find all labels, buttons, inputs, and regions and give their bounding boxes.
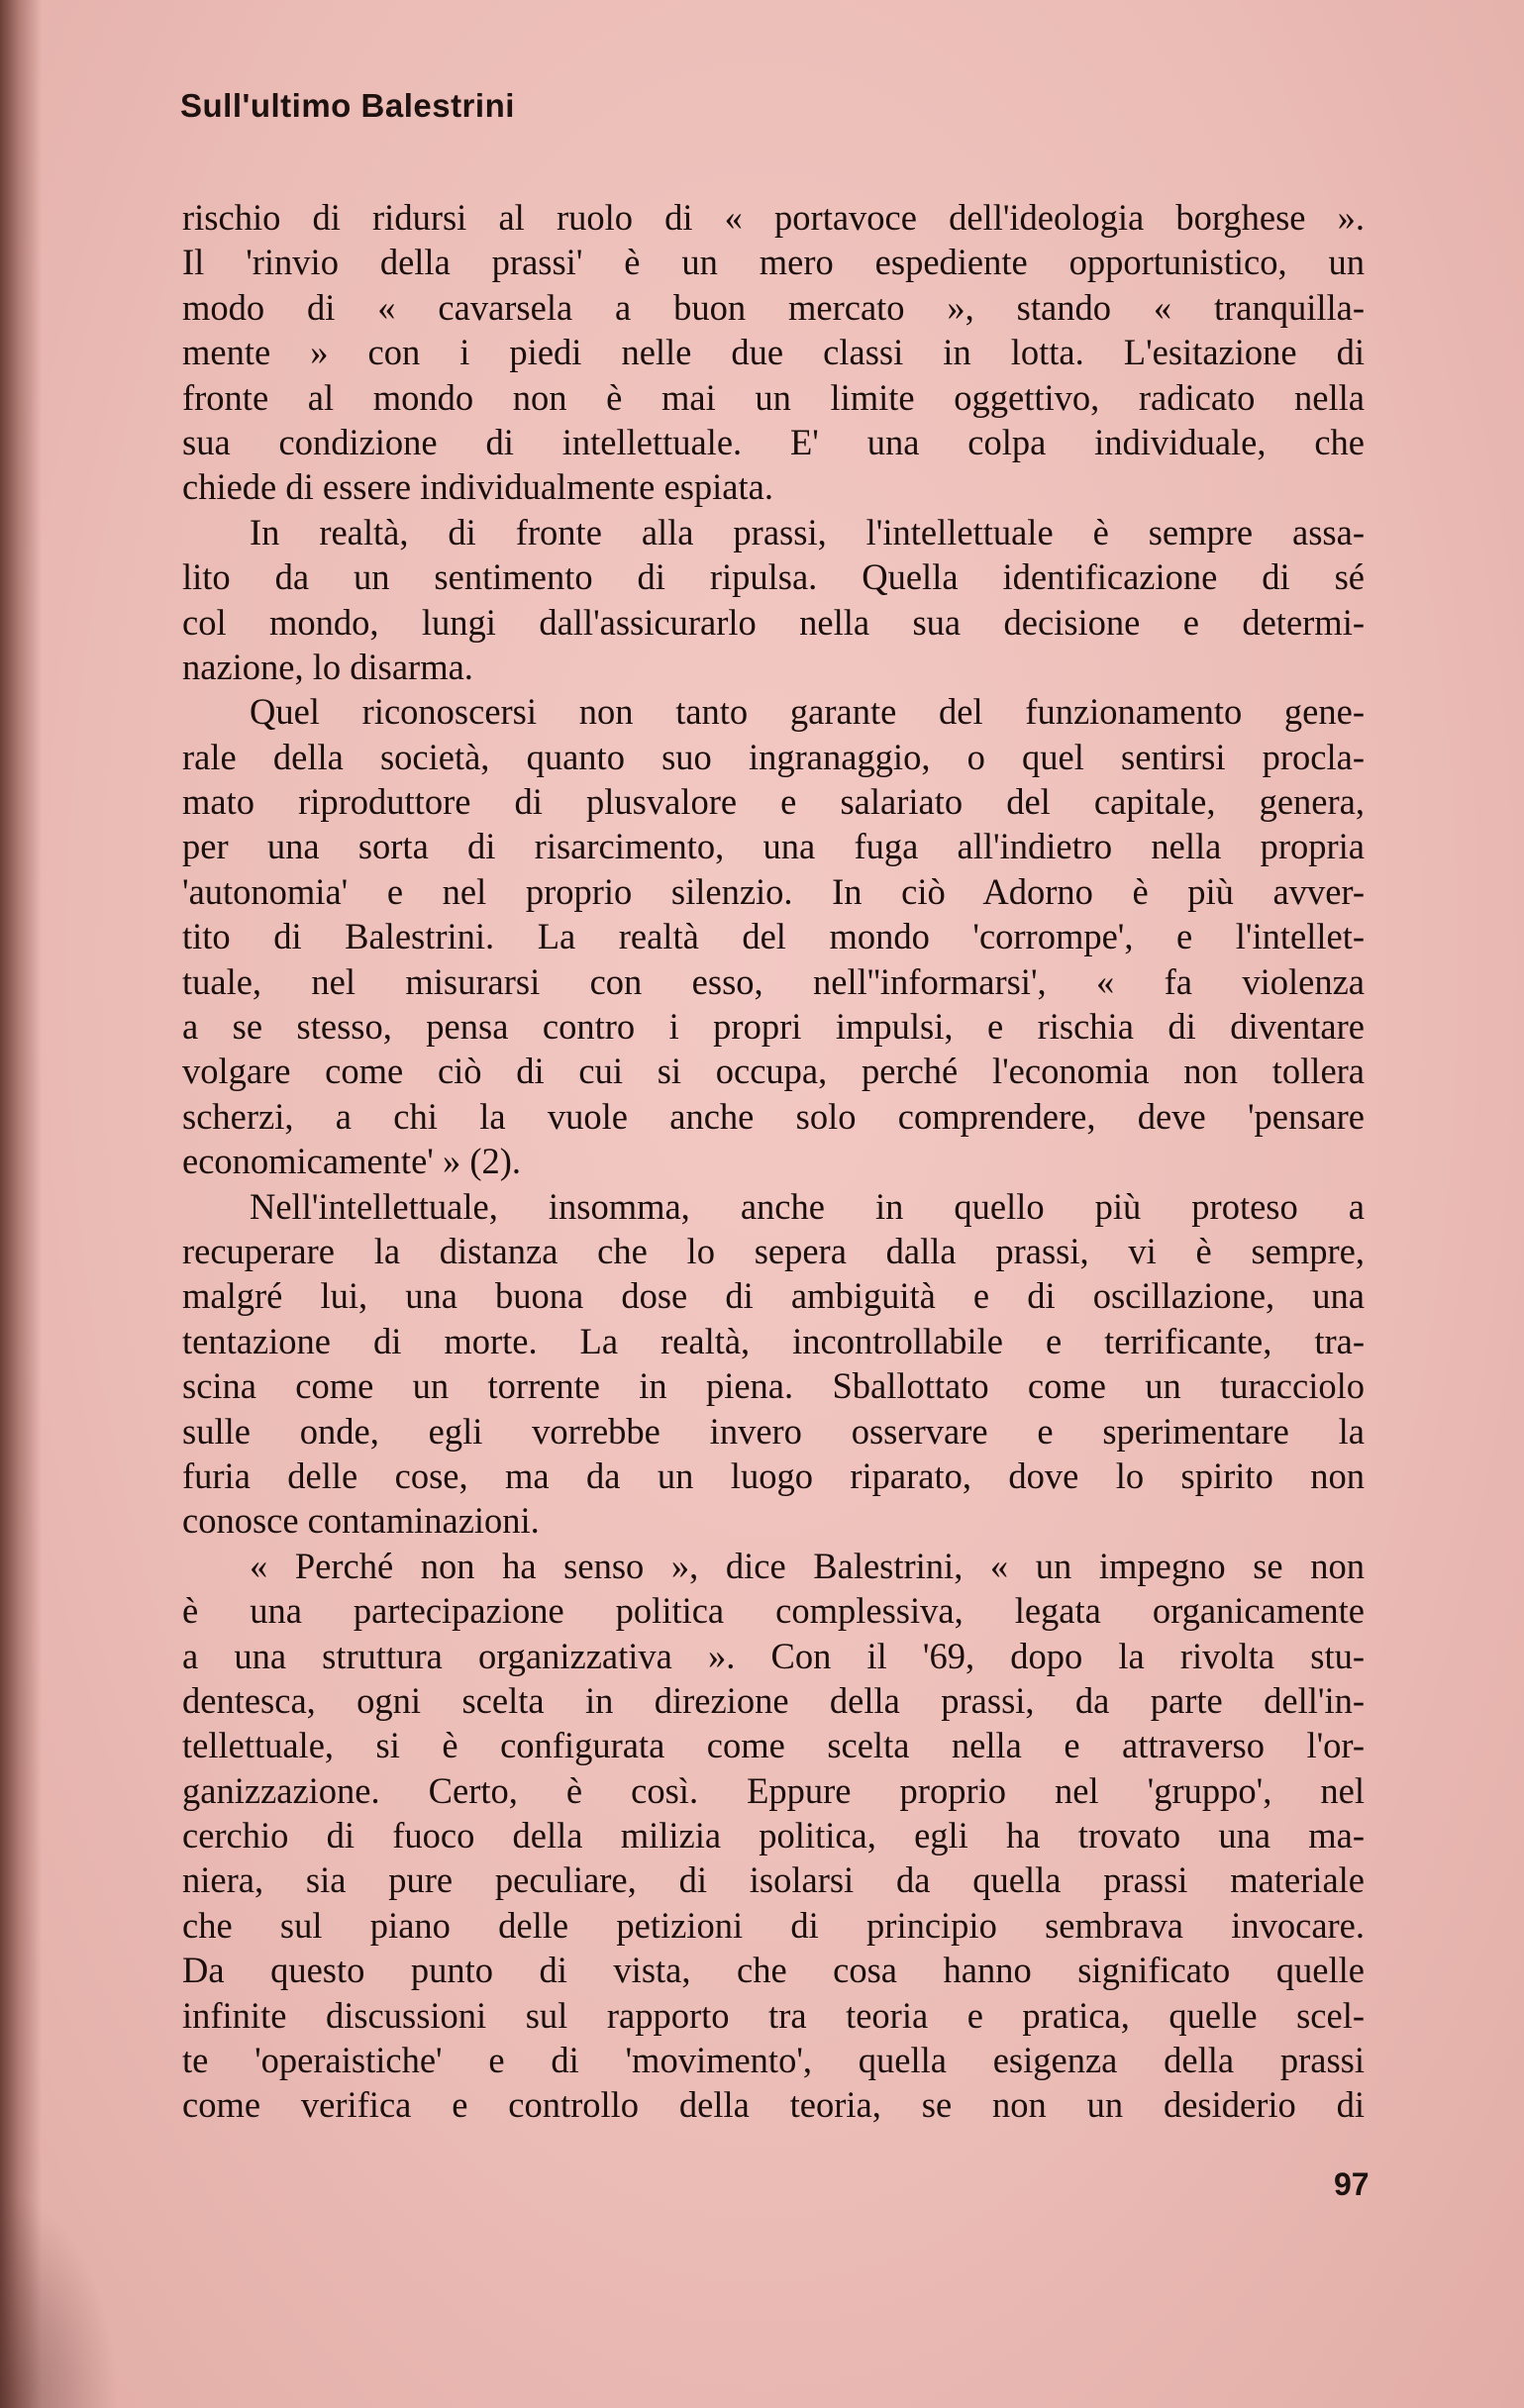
text-line: « Perché non ha senso », dice Balestrini, « un impegno se non — [250, 1545, 1365, 1586]
text-line: Nell'intellettuale, insomma, anche in quello più proteso a — [250, 1185, 1365, 1227]
text-line: è una partecipazione politica complessiva, legata organicamente — [182, 1590, 1365, 1632]
text-line: dentesca, ogni scelta in direzione della prassi, da parte dell'in- — [182, 1679, 1365, 1721]
text-line: per una sorta di risarcimento, una fuga all'indietro nella propria — [182, 826, 1365, 867]
text-line: cerchio di fuoco della milizia politica, egli ha trovato una ma- — [182, 1815, 1365, 1856]
text-line: malgré lui, una buona dose di ambiguità e di oscillazione, una — [182, 1275, 1365, 1317]
page-binding-shadow — [0, 0, 42, 2408]
text-line: tellettuale, si è configurata come scelta nella e attraverso l'or- — [182, 1725, 1365, 1766]
text-line: rale della società, quanto suo ingranaggio, o quel sentirsi procla- — [182, 736, 1365, 777]
text-line: come verifica e controllo della teoria, se non un desiderio di — [182, 2084, 1365, 2126]
text-line: a una struttura organizzativa ». Con il '69, dopo la rivolta stu- — [182, 1635, 1365, 1676]
text-line: tentazione di morte. La realtà, incontrollabile e terrificante, tra- — [182, 1320, 1365, 1361]
running-head: Sull'ultimo Balestrini — [180, 87, 515, 124]
text-line: che sul piano delle petizioni di principio sembrava invocare. — [182, 1904, 1365, 1946]
text-line: tuale, nel misurarsi con esso, nell''informarsi', « fa violenza — [182, 960, 1365, 1002]
text-line: sua condizione di intellettuale. E' una colpa individuale, che — [182, 421, 1365, 462]
text-line: a se stesso, pensa contro i propri impulsi, e rischia di diventare — [182, 1006, 1365, 1048]
text-line: chiede di essere individualmente espiata. — [182, 466, 773, 508]
text-line: ganizzazione. Certo, è così. Eppure proprio nel 'gruppo', nel — [182, 1769, 1365, 1811]
text-line: col mondo, lungi dall'assicurarlo nella sua decisione e determi- — [182, 601, 1365, 643]
text-line: tito di Balestrini. La realtà del mondo 'corrompe', e l'intellet- — [182, 916, 1365, 957]
page-corner-shadow — [0, 2190, 119, 2408]
text-line: In realtà, di fronte alla prassi, l'intellettuale è sempre assa- — [250, 511, 1365, 552]
text-line: mato riproduttore di plusvalore e salariato del capitale, genera, — [182, 781, 1365, 823]
text-line: nazione, lo disarma. — [182, 646, 473, 687]
text-line: scina come un torrente in piena. Sballottato come un turacciolo — [182, 1365, 1365, 1407]
text-line: volgare come ciò di cui si occupa, perché l'economia non tollera — [182, 1051, 1365, 1092]
text-line: infinite discussioni sul rapporto tra teoria e pratica, quelle scel- — [182, 1994, 1365, 2036]
text-line: modo di « cavarsela a buon mercato », stando « tranquilla- — [182, 286, 1365, 328]
text-line: sulle onde, egli vorrebbe invero osservare e sperimentare la — [182, 1410, 1365, 1452]
text-line: Da questo punto di vista, che cosa hanno significato quelle — [182, 1950, 1365, 1991]
text-line: conosce contaminazioni. — [182, 1500, 540, 1542]
text-line: mente » con i piedi nelle due classi in lotta. L'esitazione di — [182, 332, 1365, 373]
body-text — [182, 195, 1365, 2128]
page-number: 97 — [1334, 2166, 1370, 2202]
text-line: lito da un sentimento di ripulsa. Quella identificazione di sé — [182, 556, 1365, 598]
text-line: niera, sia pure peculiare, di isolarsi da quella prassi materiale — [182, 1859, 1365, 1901]
text-line: Quel riconoscersi non tanto garante del funzionamento gene- — [250, 691, 1365, 733]
text-line: economicamente' » (2). — [182, 1141, 522, 1182]
text-line: scherzi, a chi la vuole anche solo comprendere, deve 'pensare — [182, 1095, 1365, 1137]
text-line: fronte al mondo non è mai un limite oggettivo, radicato nella — [182, 376, 1365, 418]
text-line: Il 'rinvio della prassi' è un mero espediente opportunistico, un — [182, 242, 1365, 283]
text-line: 'autonomia' e nel proprio silenzio. In ciò Adorno è più avver- — [182, 870, 1365, 912]
text-line: recuperare la distanza che lo sepera dalla prassi, vi è sempre, — [182, 1230, 1365, 1271]
text-line: te 'operaistiche' e di 'movimento', quella esigenza della prassi — [182, 2040, 1365, 2081]
text-line: furia delle cose, ma da un luogo riparato, dove lo spirito non — [182, 1455, 1365, 1496]
text-line: rischio di ridursi al ruolo di « portavoce dell'ideologia borghese ». — [182, 197, 1365, 238]
